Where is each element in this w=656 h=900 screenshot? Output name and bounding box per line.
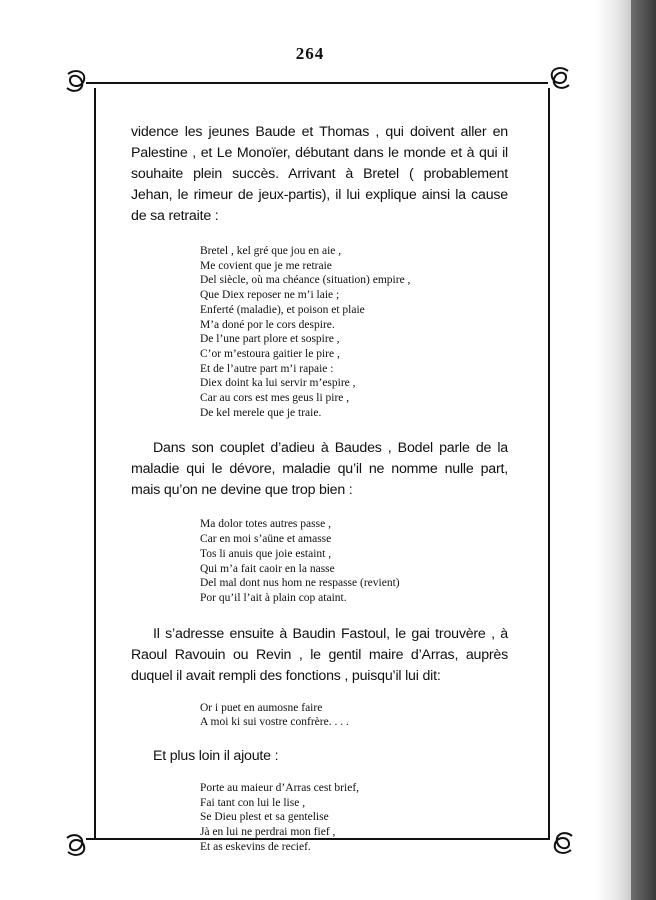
verse-line: Del siècle, où ma chéance (situation) empire , xyxy=(200,274,411,287)
verse-line: Car en moi s’aüne et amasse xyxy=(200,533,332,546)
verse-line: Ma dolor totes autres passe , xyxy=(200,518,331,531)
verse-line: Tos li anuis que joie estaint , xyxy=(200,547,332,560)
verse-line: Me covient que je me retraie xyxy=(200,259,332,272)
verse-block xyxy=(131,781,508,855)
verse-line: De kel merele que je traie. xyxy=(200,406,322,419)
paragraph: Dans son couplet d’adieu à Baudes , Bodel parle de la maladie qui le dévore, maladie qu’il ne nomme nulle part, mais qu’on ne devine que trop bien : xyxy=(131,440,508,499)
verse-line: Por qu’il l’ait à plain cop ataint. xyxy=(200,591,347,604)
verse-block xyxy=(131,244,508,420)
verse-line: Bretel , kel gré que jou en aie , xyxy=(200,245,342,257)
frame-left-rule xyxy=(94,88,96,840)
paragraph: Il s’adresse ensuite à Baudin Fastoul, le gai trouvère , à Raoul Ravouin ou Revin , le gentil maire d’Arras, auprès duquel il avait rempli des fonctions , puisqu’il lui dit: xyxy=(131,625,508,684)
corner-ornament-icon xyxy=(62,66,92,96)
paragraph: vidence les jeunes Baude et Thomas , qui doivent aller en Palestine , et Le Monoïer, débutant dans le monde et à qui il souhaite plein succès. Arrivant à Bretel ( probablement Jehan, le rimeur de jeux-partis), il lui explique ainsi la cause de sa retraite : xyxy=(131,124,508,224)
verse-line: Se Dieu plest et sa gentelise xyxy=(200,811,329,824)
verse-block xyxy=(131,517,508,605)
verse-line: Or i puet en aumosne faire xyxy=(200,701,323,714)
verse-block xyxy=(131,701,508,730)
verse-line: Del mal dont nus hom ne respasse (revient) xyxy=(200,577,400,590)
verse-line: Et as eskevins de recief. xyxy=(200,840,311,853)
verse-line: Que Diex reposer ne m’i laie ; xyxy=(200,289,340,302)
verse-line: M’a doné por le cors despire. xyxy=(200,318,335,331)
frame-top-rule xyxy=(86,82,548,84)
corner-ornament-icon xyxy=(547,828,577,858)
page-body xyxy=(131,122,508,855)
corner-ornament-icon xyxy=(62,830,92,860)
verse-line: A moi ki sui vostre confrère. . . . xyxy=(200,716,349,729)
verse-line: Enferté (maladie), et poison et plaie xyxy=(200,303,365,316)
verse-line: De l’une part plore et sospire , xyxy=(200,333,340,346)
page-number: 264 xyxy=(295,44,325,63)
verse-line: C’or m’estoura gaitier le pire , xyxy=(200,347,340,360)
verse-line: Diex doint ka lui servir m’espire , xyxy=(200,377,356,390)
book-edge xyxy=(631,0,656,900)
frame-right-rule xyxy=(548,88,550,840)
verse-line: Qui m’a fait caoir en la nasse xyxy=(200,562,335,575)
paragraph: Et plus loin il ajoute : xyxy=(153,748,279,765)
verse-line: Car au cors est mes geus li pire , xyxy=(200,392,350,405)
verse-line: Fai tant con lui le lise , xyxy=(200,796,306,809)
corner-ornament-icon xyxy=(544,63,574,93)
verse-line: Jà en lui ne perdrai mon fief , xyxy=(200,826,336,839)
verse-line: Porte au maieur d’Arras cest brief, xyxy=(200,782,360,795)
verse-line: Et de l’autre part m’i rapaie : xyxy=(200,362,334,375)
